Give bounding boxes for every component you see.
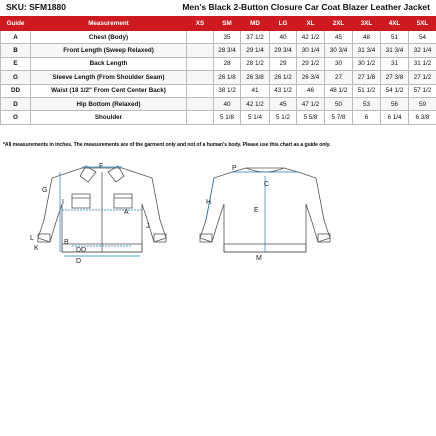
measurement-cell: Chest (Body) [31, 31, 187, 44]
label-p: P [232, 165, 237, 172]
2xl-cell: 30 [325, 57, 353, 70]
sm-cell: 5 1/8 [214, 111, 241, 124]
guide-cell: A [1, 31, 31, 44]
lg-cell: 29 [270, 57, 297, 70]
sm-cell: 26 1/8 [214, 71, 241, 84]
md-cell: 5 1/4 [241, 111, 270, 124]
sm-cell: 35 [214, 31, 241, 44]
product-title: Men's Black 2-Button Closure Car Coat Blazer Leather Jacket [182, 2, 430, 12]
column-header-guide: Guide [1, 17, 31, 31]
label-e: E [254, 207, 259, 214]
label-g: G [42, 187, 48, 194]
label-k: K [34, 245, 39, 252]
table-row [1, 97, 436, 110]
4xl-cell: 54 1/2 [381, 84, 409, 97]
5xl-cell: 32 1/4 [409, 44, 436, 57]
measurement-cell: Hip Bottom (Relaxed) [31, 97, 187, 110]
label-f: F [99, 163, 104, 170]
jacket-front-illustration [38, 166, 166, 252]
5xl-cell: 54 [409, 31, 436, 44]
lg-cell: 45 [270, 97, 297, 110]
4xl-cell: 31 [381, 57, 409, 70]
column-header-md: MD [241, 17, 270, 31]
sm-cell: 38 1/2 [214, 84, 241, 97]
table-row [1, 44, 436, 57]
5xl-cell: 6 3/8 [409, 111, 436, 124]
4xl-cell: 27 3/8 [381, 71, 409, 84]
label-d: D [76, 258, 82, 265]
label-c: C [264, 181, 270, 188]
lg-cell: 5 1/2 [270, 111, 297, 124]
xl-cell: 5 5/8 [297, 111, 325, 124]
label-i: I [62, 199, 64, 206]
column-header-xs: XS [187, 17, 214, 31]
chart-header [0, 0, 436, 16]
front-guide-labels [30, 163, 150, 265]
4xl-cell: 51 [381, 31, 409, 44]
lg-cell: 43 1/2 [270, 84, 297, 97]
column-header-4xl: 4XL [381, 17, 409, 31]
xl-cell: 30 1/4 [297, 44, 325, 57]
3xl-cell: 48 [353, 31, 381, 44]
xs-cell [187, 31, 214, 44]
front-measure-lines [60, 167, 142, 256]
lg-cell: 26 1/2 [270, 71, 297, 84]
2xl-cell: 50 [325, 97, 353, 110]
xs-cell [187, 97, 214, 110]
column-header-3xl: 3XL [353, 17, 381, 31]
5xl-cell: 31 1/2 [409, 57, 436, 70]
label-h: H [206, 199, 212, 206]
5xl-cell: 27 1/2 [409, 71, 436, 84]
column-header-lg: LG [270, 17, 297, 31]
table-row [1, 71, 436, 84]
3xl-cell: 31 3/4 [353, 44, 381, 57]
4xl-cell: 31 3/4 [381, 44, 409, 57]
guide-cell: D [1, 97, 31, 110]
label-m: M [256, 255, 262, 262]
3xl-cell: 30 1/2 [353, 57, 381, 70]
xs-cell [187, 84, 214, 97]
xl-cell: 29 1/2 [297, 57, 325, 70]
md-cell: 37 1/2 [241, 31, 270, 44]
column-header-2xl: 2XL [325, 17, 353, 31]
2xl-cell: 30 3/4 [325, 44, 353, 57]
xs-cell [187, 44, 214, 57]
jacket-measurement-diagram [0, 160, 436, 272]
lg-cell: 40 [270, 31, 297, 44]
xs-cell [187, 57, 214, 70]
xs-cell [187, 71, 214, 84]
label-l: L [30, 235, 34, 242]
2xl-cell: 27 [325, 71, 353, 84]
table-row [1, 111, 436, 124]
sm-cell: 28 [214, 57, 241, 70]
3xl-cell: 6 [353, 111, 381, 124]
md-cell: 42 1/2 [241, 97, 270, 110]
label-b: B [64, 239, 69, 246]
guide-cell: DD [1, 84, 31, 97]
lg-cell: 29 3/4 [270, 44, 297, 57]
table-row [1, 57, 436, 70]
guide-cell: E [1, 57, 31, 70]
column-header-sm: SM [214, 17, 241, 31]
md-cell: 28 1/2 [241, 57, 270, 70]
table-row [1, 84, 436, 97]
sm-cell: 40 [214, 97, 241, 110]
column-header-5xl: 5XL [409, 17, 436, 31]
xl-cell: 26 3/4 [297, 71, 325, 84]
xl-cell: 47 1/2 [297, 97, 325, 110]
2xl-cell: 45 [325, 31, 353, 44]
4xl-cell: 6 1/4 [381, 111, 409, 124]
2xl-cell: 5 7/8 [325, 111, 353, 124]
measurement-cell: Waist (18 1/2" From Cent Center Back) [31, 84, 187, 97]
back-guide-labels [206, 165, 269, 262]
5xl-cell: 57 1/2 [409, 84, 436, 97]
3xl-cell: 51 1/2 [353, 84, 381, 97]
2xl-cell: 48 1/2 [325, 84, 353, 97]
md-cell: 41 [241, 84, 270, 97]
5xl-cell: 59 [409, 97, 436, 110]
label-j: J [146, 223, 150, 230]
back-measure-lines [206, 172, 298, 252]
measurement-cell: Sleeve Length (From Shoulder Seam) [31, 71, 187, 84]
xl-cell: 46 [297, 84, 325, 97]
sm-cell: 28 3/4 [214, 44, 241, 57]
measurement-cell: Shoulder [31, 111, 187, 124]
xs-cell [187, 111, 214, 124]
column-header-xl: XL [297, 17, 325, 31]
xl-cell: 42 1/2 [297, 31, 325, 44]
measurement-note: *All measurements in inches. The measurements are of the garment only and not of a human's body. Please use this chart as a guide only. [3, 142, 331, 148]
4xl-cell: 56 [381, 97, 409, 110]
3xl-cell: 53 [353, 97, 381, 110]
size-chart-table [0, 16, 436, 125]
guide-cell: O [1, 111, 31, 124]
3xl-cell: 27 1/8 [353, 71, 381, 84]
sku-label: SKU: SFM1880 [6, 2, 66, 12]
guide-cell: G [1, 71, 31, 84]
measurement-cell: Front Length (Sweep Relaxed) [31, 44, 187, 57]
label-dd: DD [76, 247, 87, 254]
table-header-row [1, 17, 436, 31]
table-row [1, 31, 436, 44]
guide-cell: B [1, 44, 31, 57]
measurement-cell: Back Length [31, 57, 187, 70]
column-header-measurement: Measurement [31, 17, 187, 31]
label-a: A [124, 209, 129, 216]
md-cell: 29 1/4 [241, 44, 270, 57]
md-cell: 26 3/8 [241, 71, 270, 84]
